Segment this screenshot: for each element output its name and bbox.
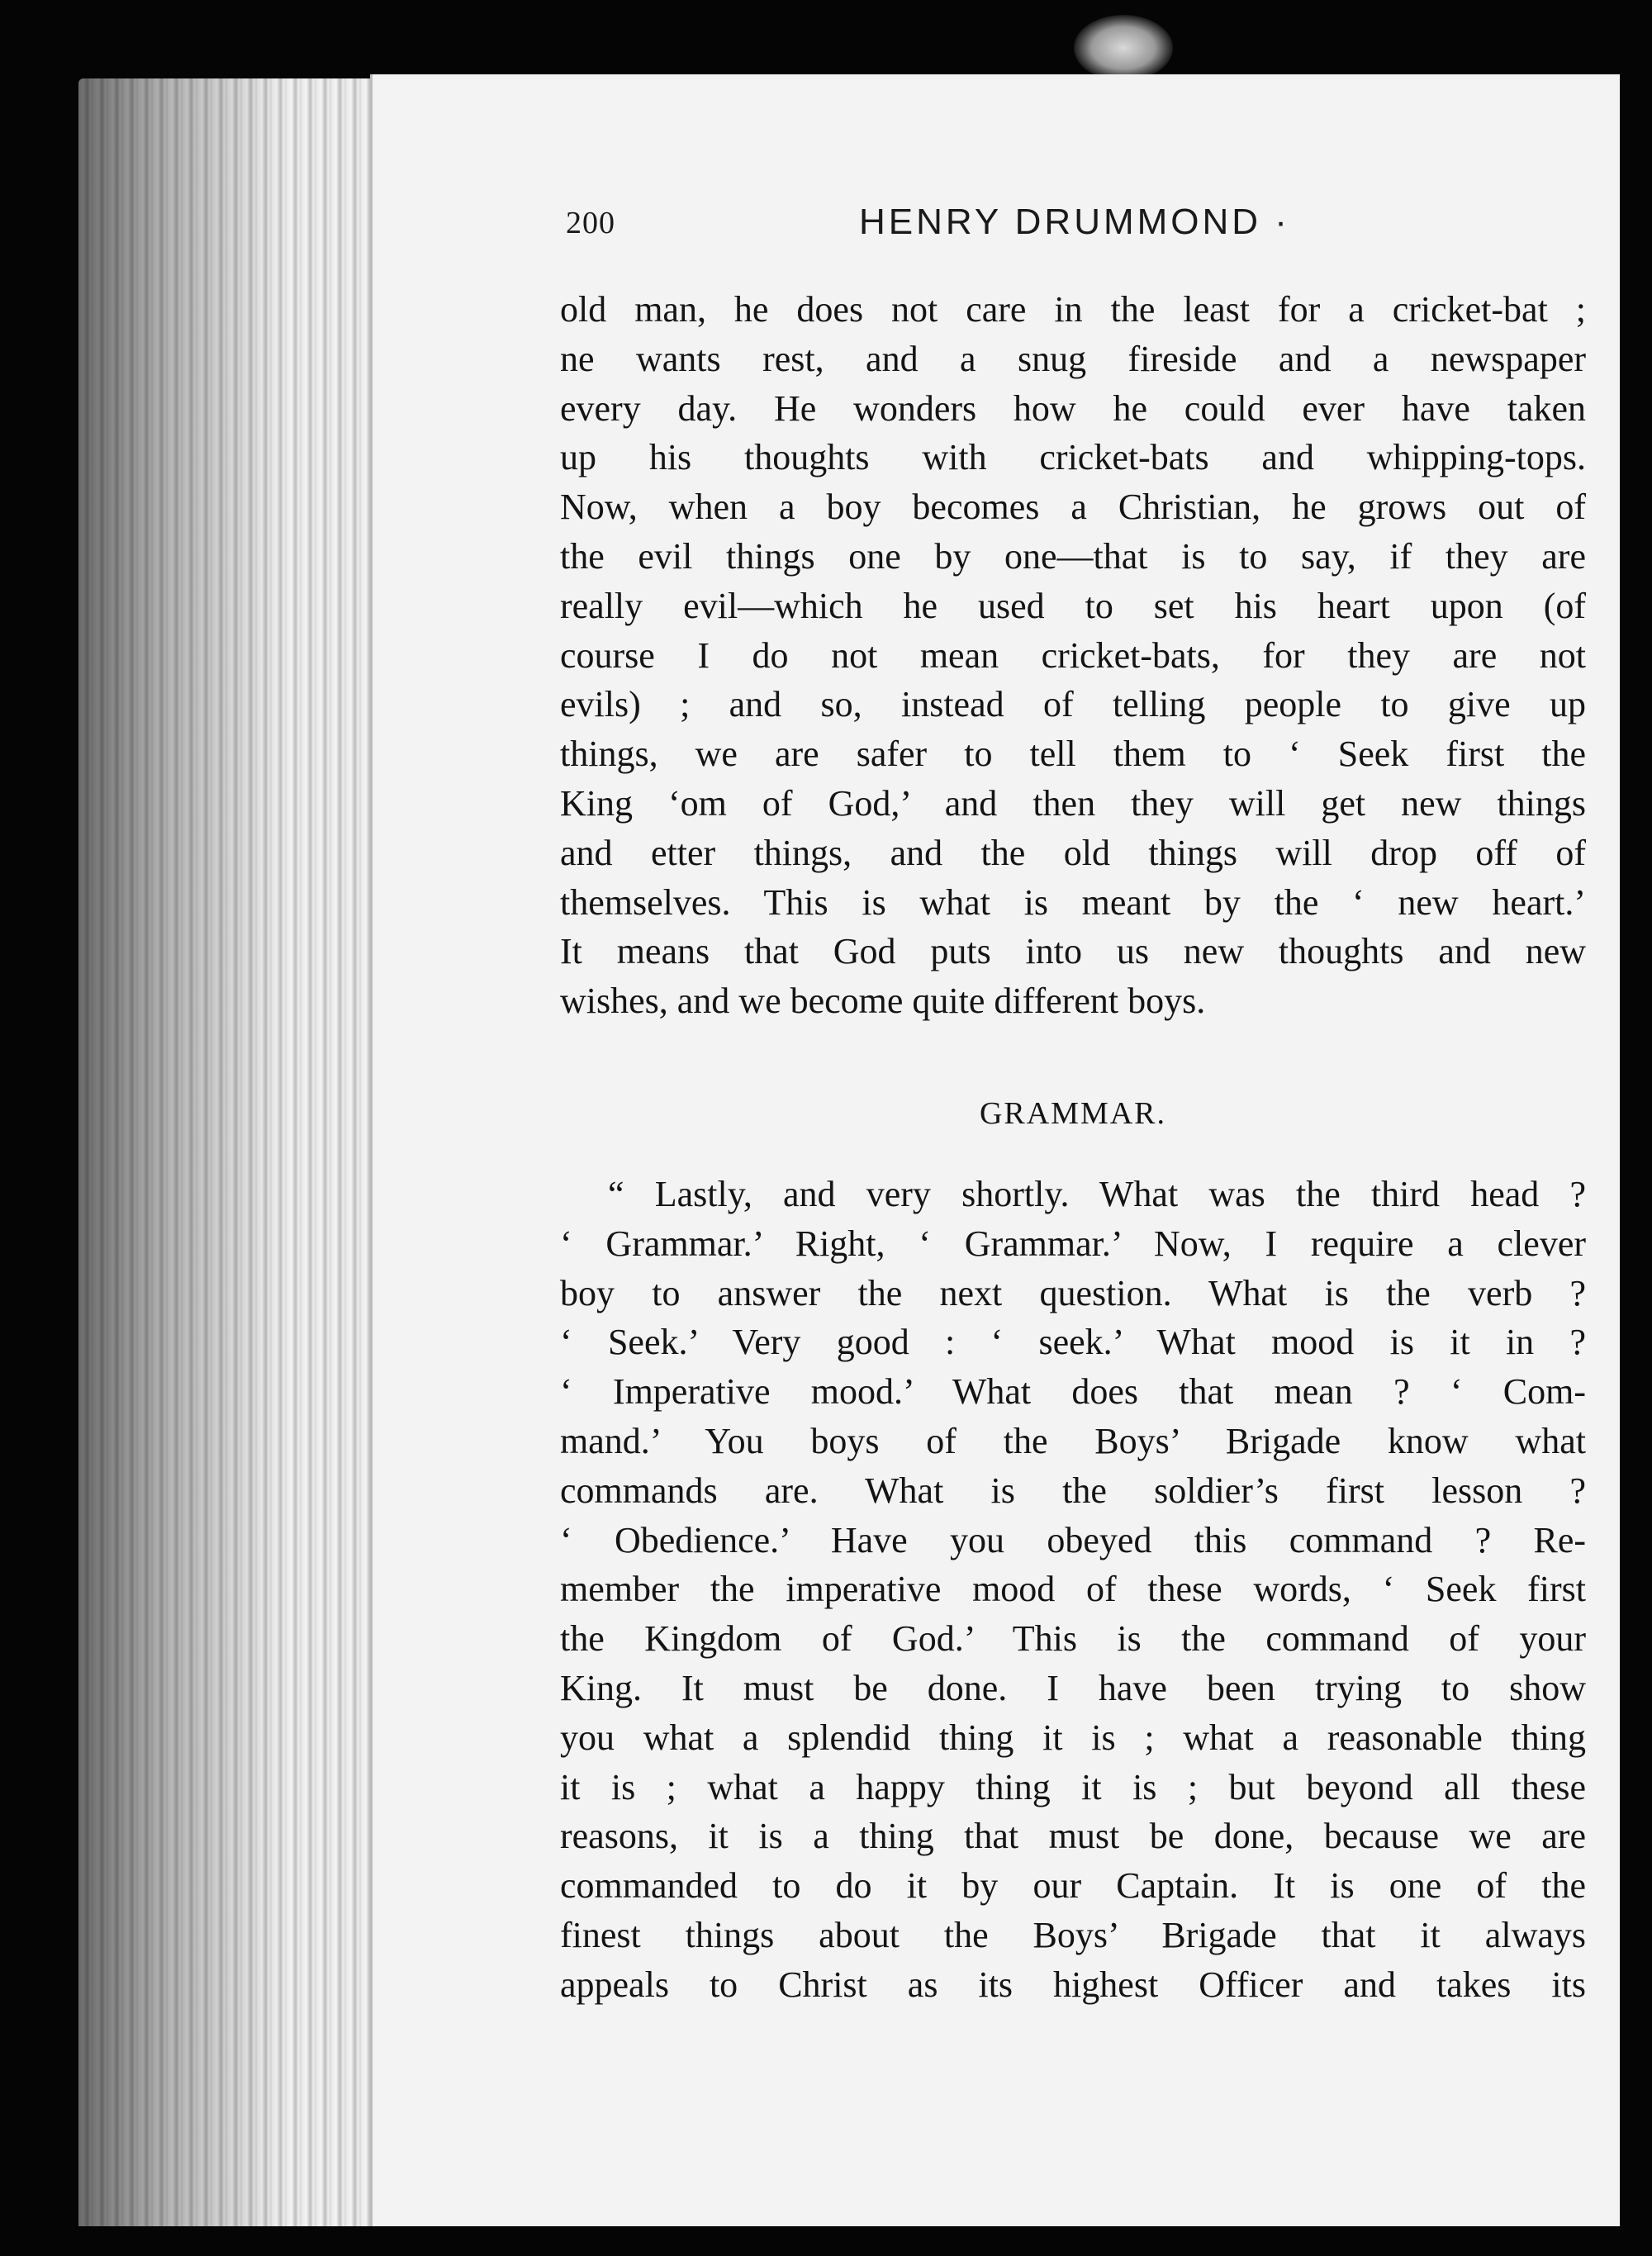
section-heading: GRAMMAR. [979, 1096, 1167, 1131]
text-line: finest things about the Boys’ Brigade that it always [560, 1914, 1586, 1955]
text-line: member the imperative mood of these words, ‘ Seek first [560, 1569, 1586, 1610]
running-head [566, 202, 1594, 254]
text-line: you what a splendid thing it is ; what a reasonable thing [560, 1717, 1586, 1758]
text-line: evils) ; and so, instead of telling people to give up [560, 684, 1586, 725]
text-line: themselves. This is what is meant by the ‘ new heart.’ [560, 881, 1586, 923]
text-line: commands are. What is the soldier’s first lesson ? [560, 1470, 1586, 1511]
text-line: old man, he does not care in the least for a cricket-bat ; [560, 289, 1586, 330]
paragraph-bottom [560, 1170, 1586, 2010]
text-line: course I do not mean cricket-bats, for they are not [560, 634, 1586, 676]
text-line: King ‘om of God,’ and then they will get new things [560, 782, 1586, 824]
text-line: really evil—which he used to set his heart upon (of [560, 585, 1586, 626]
text-line: “ Lastly, and very shortly. What was the third head ? [608, 1174, 1586, 1214]
page-edges [78, 78, 376, 2226]
text-line: ‘ Seek.’ Very good : ‘ seek.’ What mood is it in ? [560, 1322, 1586, 1363]
paper-stain [1074, 15, 1173, 81]
text-line: the Kingdom of God.’ This is the command of your [560, 1618, 1586, 1660]
text-line: things, we are safer to tell them to ‘ Seek first the [560, 734, 1586, 775]
text-line: ‘ Imperative mood.’ What does that mean ? ‘ Com- [560, 1371, 1586, 1413]
text-line: the evil things one by one—that is to say, if they are [560, 535, 1586, 577]
text-line: mand.’ You boys of the Boys’ Brigade know what [560, 1420, 1586, 1461]
text-line: ne wants rest, and a snug fireside and a newspaper [560, 338, 1586, 379]
text-line: Now, when a boy becomes a Christian, he grows out of [560, 487, 1586, 528]
text-line: ‘ Obedience.’ Have you obeyed this command ? Re- [560, 1519, 1586, 1560]
text-line: ‘ Grammar.’ Right, ‘ Grammar.’ Now, I require a clever [560, 1223, 1586, 1264]
text-line: boy to answer the next question. What is the verb ? [560, 1272, 1586, 1313]
text-line: reasons, it is a thing that must be done, because we are [560, 1816, 1586, 1857]
text-line: wishes, and we become quite different boys. [560, 981, 1206, 1022]
text-line: every day. He wonders how he could ever have taken [560, 387, 1586, 429]
text-line: and etter things, and the old things will drop off of [560, 832, 1586, 873]
text-line: it is ; what a happy thing it is ; but beyond all these [560, 1766, 1586, 1807]
text-line: up his thoughts with cricket-bats and whipping-tops. [560, 437, 1586, 478]
text-line: King. It must be done. I have been trying to show [560, 1667, 1586, 1708]
text-line: commanded to do it by our Captain. It is one of the [560, 1865, 1586, 1907]
book-title: HENRY DRUMMOND · [859, 202, 1290, 242]
text-line: It means that God puts into us new thoughts and new [560, 931, 1586, 972]
paragraph-top [560, 285, 1586, 1026]
page-number: 200 [566, 206, 615, 240]
text-line: appeals to Christ as its highest Officer and takes its [560, 1964, 1586, 2005]
